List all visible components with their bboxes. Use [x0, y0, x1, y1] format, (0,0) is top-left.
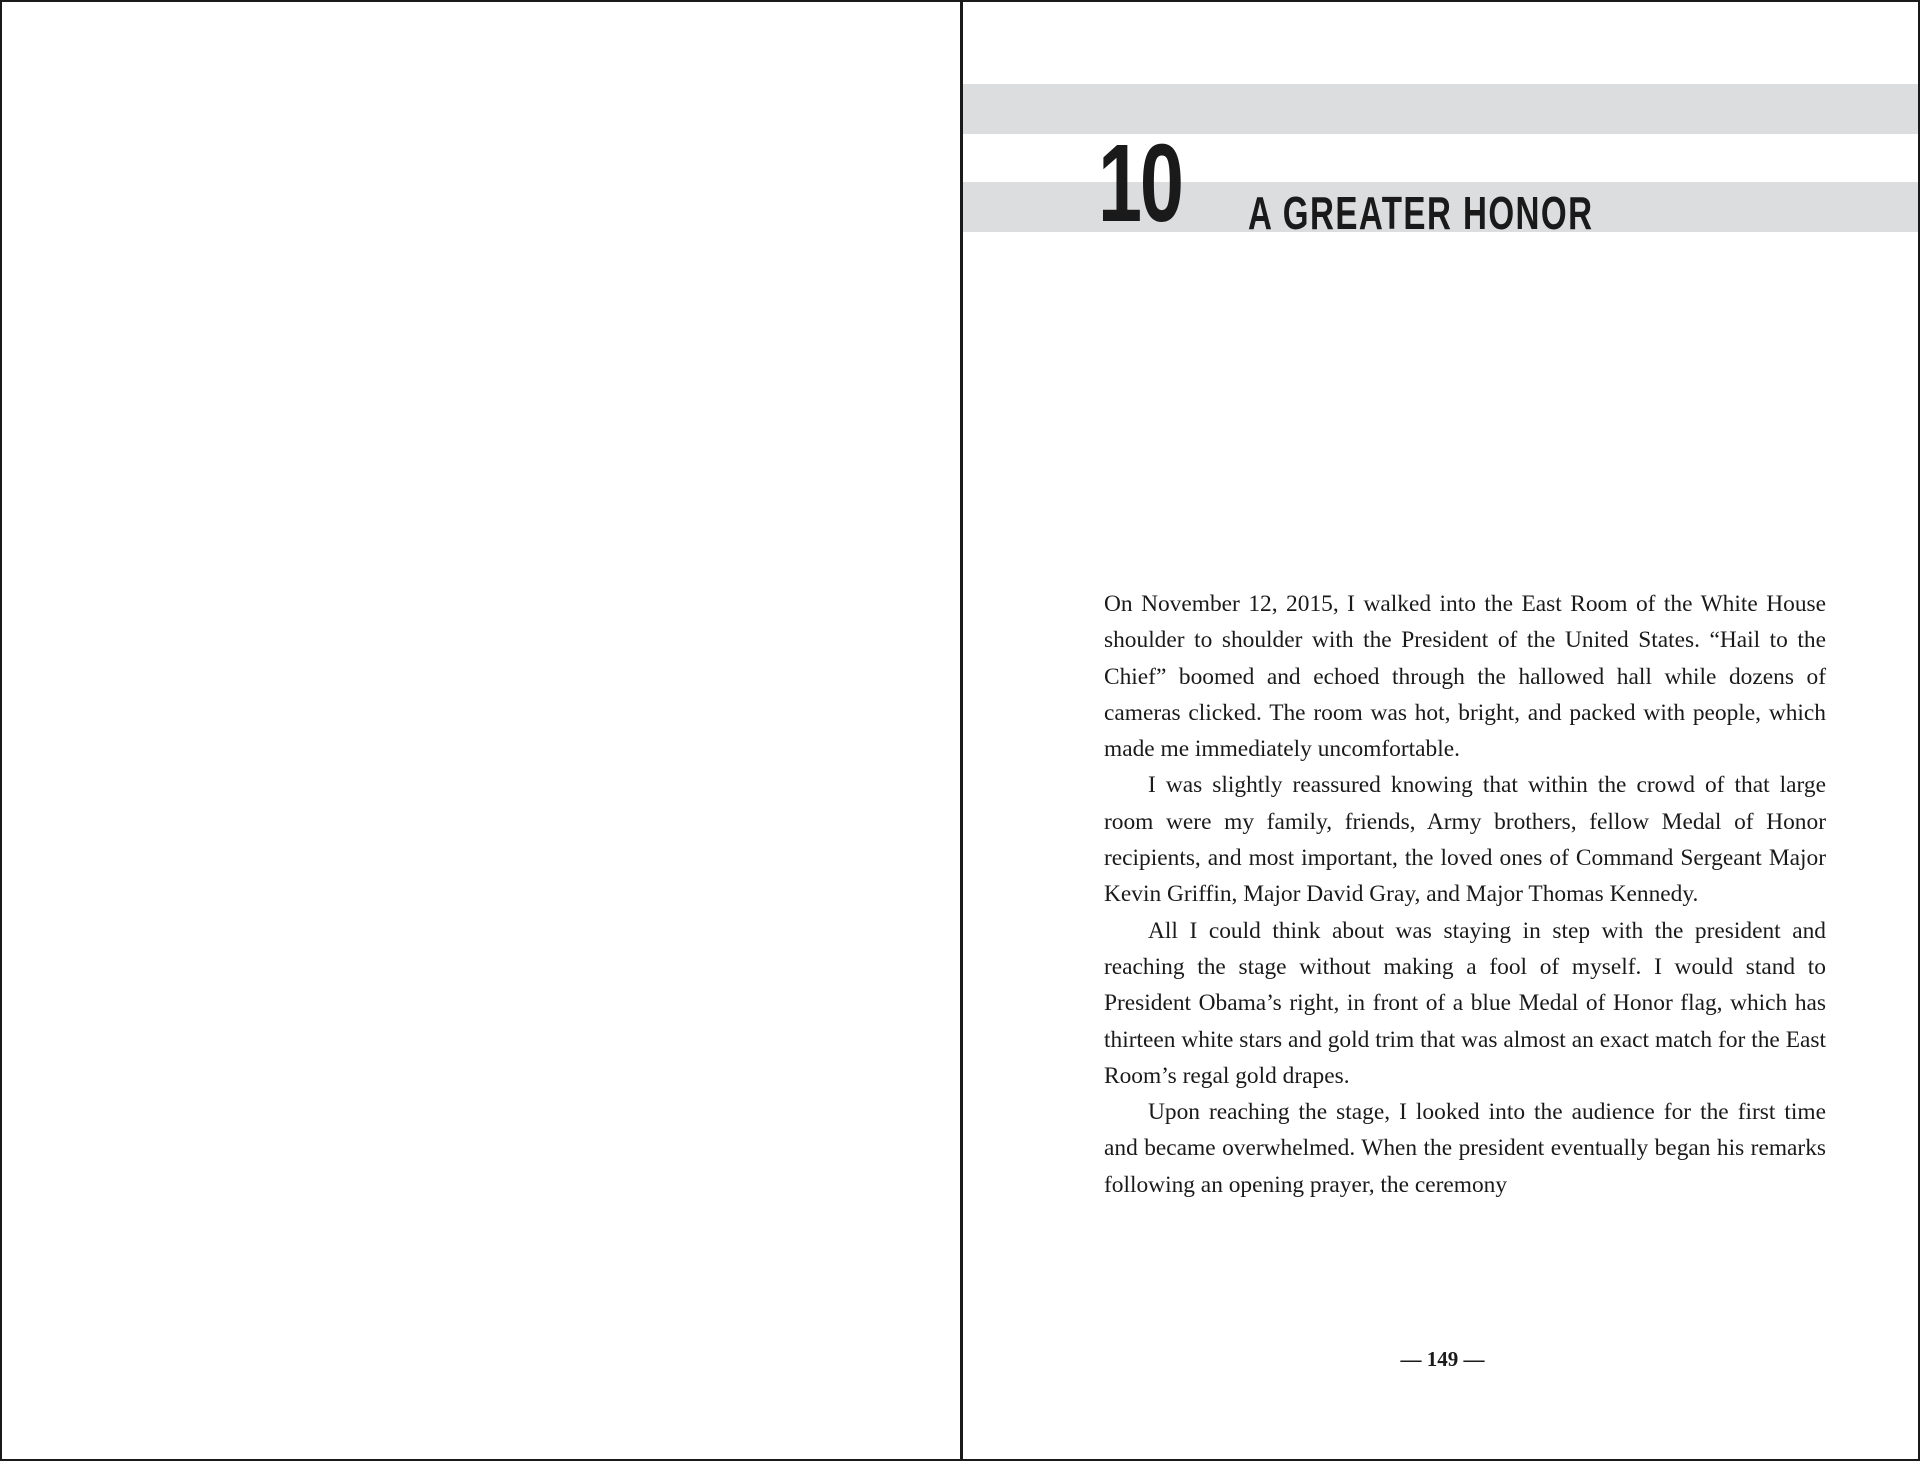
- body-paragraph: All I could think about was staying in step with the president and reaching the stage without making a fool of myself. I would stand to President Obama’s right, in front of a blue Medal of Honor flag, which has thirteen white stars and gold trim that was almost an exact match for the East Room’s regal gold drapes.: [1104, 917, 1826, 1089]
- left-page-blank: [2, 2, 960, 1459]
- page-number-folio: [963, 1344, 1918, 1374]
- right-page: [963, 2, 1918, 1459]
- body-paragraph: Upon reaching the stage, I looked into the audience for the first time and became overwhelmed. When the president eventually began his remarks following an opening prayer, the ceremony: [1104, 1099, 1826, 1198]
- body-paragraph: On November 12, 2015, I walked into the East Room of the White House shoulder to shoulder with the President of the United States. “Hail to the Chief” boomed and echoed through the hallowed hall while dozens of cameras clicked. The room was hot, bright, and packed with people, which made me immediately uncomfortable.: [1104, 591, 1826, 763]
- page-number: — 149 —: [1400, 1347, 1485, 1371]
- chapter-number: 10: [1098, 122, 1182, 245]
- body-paragraph: I was slightly reassured knowing that within the crowd of that large room were my family, friends, Army brothers, fellow Medal of Honor recipients, and most important, the loved ones of Command Sergeant Major Kevin Griffin, Major David Gray, and Major Thomas Kennedy.: [1104, 772, 1826, 908]
- chapter-title: A GREATER HONOR: [1248, 187, 1594, 239]
- chapter-body-text: [1104, 586, 1826, 1203]
